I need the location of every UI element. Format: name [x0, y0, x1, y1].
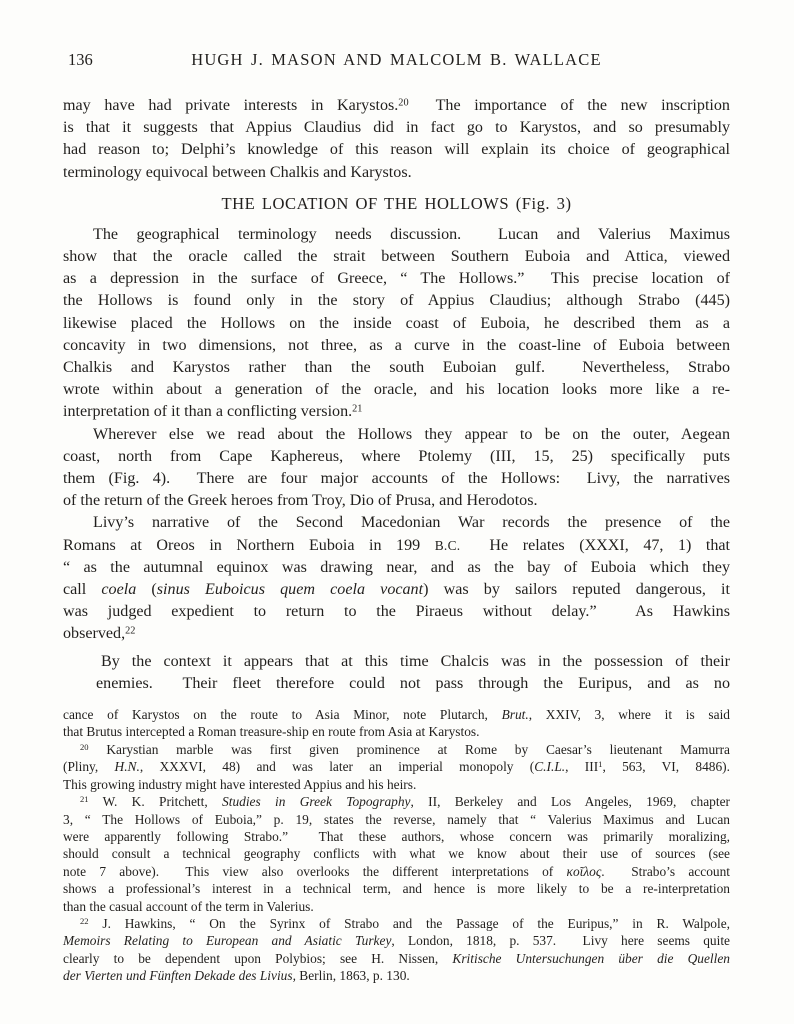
footnote-line: cance of Karystos on the route to Asia Minor, note Plutarch, Brut., XXIV, 3, where it is said	[63, 707, 730, 723]
text-line: interpretation of it than a conflicting version.$^{21}$	[63, 403, 363, 421]
footnote-line: that Brutus intercepted a Roman treasure-ship en route from Asia at Karystos.	[63, 724, 480, 740]
page-number: 136	[68, 50, 93, 69]
text-line: Romans at Oreos in Northern Euboia in 199 B.C. He relates (XXXI, 47, 1) that	[63, 536, 730, 554]
italic-run: coela	[101, 581, 137, 599]
page-body	[63, 95, 730, 985]
body-paragraph	[63, 424, 730, 513]
block-quote	[96, 651, 730, 695]
footnote-line: were apparently following Strabo.” That these authors, whose concern was primarily moralizing,	[63, 828, 730, 844]
footnote-line: clearly to be dependent upon Polybios; see H. Nissen, Kritische Untersuchungen über die Quellen	[63, 950, 730, 966]
superscript-run: 20	[398, 97, 409, 109]
superscript-run: 21	[352, 403, 363, 415]
text-line: “ as the autumnal equinox was drawing near, and as the bay of Euboia which they	[63, 558, 730, 576]
footnote-line: der Vierten und Fünften Dekade des Livius, Berlin, 1863, p. 130.	[63, 968, 410, 984]
text-line: Wherever else we read about the Hollows they appear to be on the outer, Aegean	[93, 425, 730, 443]
italic-run: Studies in Greek Topography	[222, 794, 411, 810]
italic-run: H.N.	[114, 759, 140, 775]
footnote-line: 3, “ The Hollows of Euboia,” p. 19, states the reverse, namely that “ Valerius Maximus and Lucan	[63, 811, 730, 827]
text-line: show that the oracle called the strait between Southern Euboia and Attica, viewed	[63, 248, 730, 266]
text-line: of the return of the Greek heroes from Troy, Dio of Prusa, and Herodotos.	[63, 492, 538, 510]
text-line: is that it suggests that Appius Claudius did in fact go to Karystos, and so presumably	[63, 119, 730, 137]
text-line: concavity in two dimensions, not three, as a curve in the coast-line of Euboia between	[63, 336, 730, 354]
footnote	[63, 915, 730, 985]
italic-run: Brut.	[501, 707, 529, 723]
footnote-line: should consult a technical geography conflicts with what we know about their use of sources (see	[63, 846, 730, 862]
superscript-run: 21	[80, 794, 89, 805]
body-paragraph	[63, 224, 730, 424]
footnote-line: (Pliny, H.N., XXXVI, 48) and was later an imperial monopoly (C.I.L., III$^1$, 563, VI, 8486).	[63, 759, 730, 775]
text-line: Livy’s narrative of the Second Macedonian War records the presence of the	[93, 514, 730, 532]
text-line: wrote within about a generation of the oracle, and his location looks more like a re-	[63, 381, 730, 399]
page-header	[63, 50, 730, 72]
footnotes-section	[63, 706, 730, 985]
text-line: was judged expedient to return to the Piraeus without delay.” As Hawkins	[63, 603, 730, 621]
footnote-line: $^{22}$ J. Hawkins, “ On the Syrinx of Strabo and the Passage of the Euripus,” in R. Walpole,	[80, 915, 730, 931]
italic-run: C.I.L.	[534, 759, 566, 775]
quote-line: By the context it appears that at this time Chalcis was in the possession of their	[101, 652, 730, 670]
footnote-line: $^{20}$ Karystian marble was first given prominence at Rome by Caesar’s lieutenant Mamurra	[80, 741, 730, 757]
footnote-line: than the casual account of the term in Valerius.	[63, 898, 314, 914]
italic-run: κοῖλος	[566, 863, 602, 879]
body-paragraph	[63, 95, 730, 184]
superscript-run: 1	[598, 759, 603, 770]
italic-run: sinus Euboicus quem coela vocant	[156, 581, 424, 599]
section-heading: THE LOCATION OF THE HOLLOWS (Fig. 3)	[221, 193, 572, 213]
text-line: coast, north from Cape Kaphereus, where Ptolemy (III, 15, 25) specifically puts	[63, 447, 730, 465]
footnote-line: shows a professional’s interest in a technical term, and hence is more likely to be a re-interpretation	[63, 881, 730, 897]
body-paragraph	[63, 512, 730, 645]
superscript-run: 20	[80, 742, 89, 753]
text-line: them (Fig. 4). There are four major accounts of the Hollows: Livy, the narratives	[63, 470, 730, 488]
superscript-run: 22	[125, 625, 136, 637]
text-line: call coela (sinus Euboicus quem coela vocant) was by sailors reputed dangerous, it	[63, 581, 730, 599]
footnote-line: note 7 above). This view also overlooks the different interpretations of κοῖλος. Strabo’s account	[63, 863, 730, 879]
footnote	[63, 793, 730, 915]
italic-run: Kritische Untersuchungen über die Quellen	[452, 950, 730, 966]
text-line: terminology equivocal between Chalkis and Karystos.	[63, 163, 412, 181]
superscript-run: 22	[80, 916, 89, 927]
footnote-line: $^{21}$ W. K. Pritchett, Studies in Greek Topography, II, Berkeley and Los Angeles, 1969, chapter	[80, 794, 731, 810]
text-line: the Hollows is found only in the story of Appius Claudius; although Strabo (445)	[63, 292, 730, 310]
footnote-line: Memoirs Relating to European and Asiatic Turkey, London, 1818, p. 537. Livy here seems quite	[63, 933, 730, 949]
text-line: The geographical terminology needs discussion. Lucan and Valerius Maximus	[93, 225, 730, 243]
text-line: as a depression in the surface of Greece, “ The Hollows.” This precise location of	[63, 270, 730, 288]
footnote-line: This growing industry might have interested Appius and his heirs.	[63, 776, 417, 792]
footnote	[63, 706, 730, 741]
italic-run: der Vierten und Fünften Dekade des Livius,	[63, 968, 296, 984]
quote-line: enemies. Their fleet therefore could not pass through the Euripus, and as no	[96, 674, 730, 692]
smallcaps-run: B.C.	[434, 537, 461, 553]
footnote	[63, 741, 730, 793]
text-line: likewise placed the Hollows on the inside coast of Euboia, he described them as a	[63, 314, 730, 332]
text-line: Chalkis and Karystos rather than the south Euboian gulf. Nevertheless, Strabo	[63, 359, 730, 377]
text-line: observed,$^{22}$	[63, 625, 136, 643]
running-title: HUGH J. MASON AND MALCOLM B. WALLACE	[191, 50, 602, 69]
text-line: may have had private interests in Karystos.$^{20}$ The importance of the new inscription	[63, 97, 730, 114]
text-line: had reason to; Delphi’s knowledge of this reason will explain its choice of geographical	[63, 141, 730, 159]
italic-run: Memoirs Relating to European and Asiatic Turkey	[63, 933, 392, 949]
